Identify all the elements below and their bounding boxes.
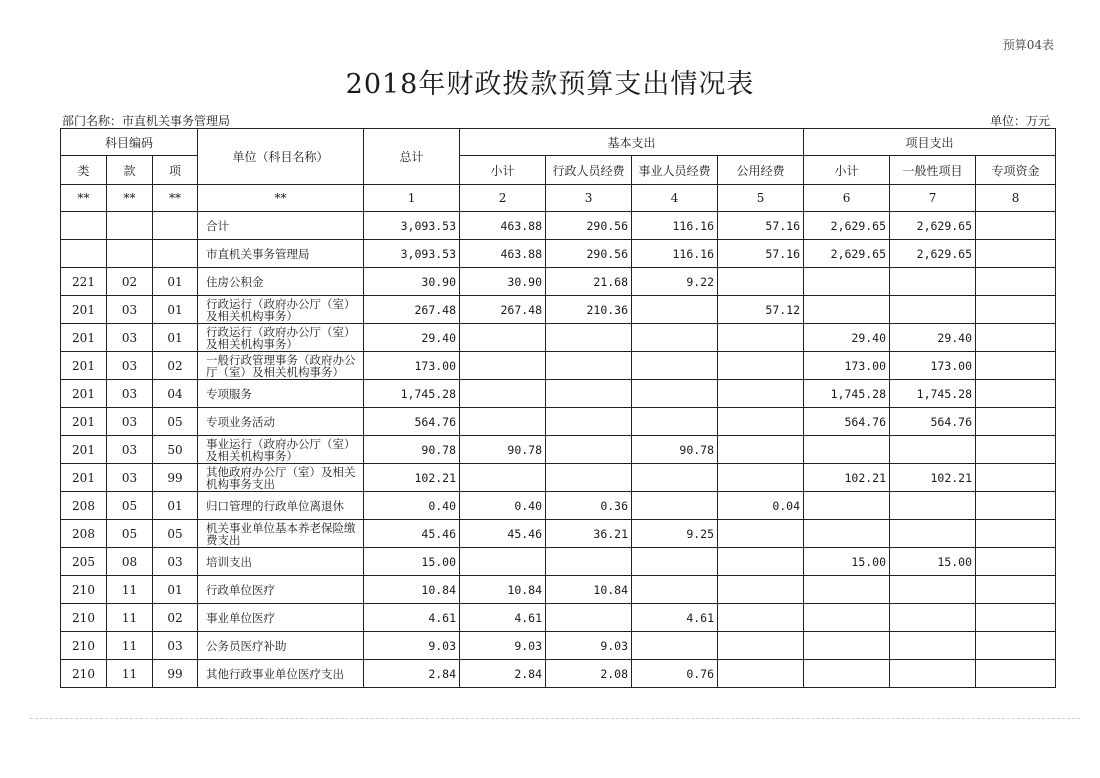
cell-kuan: 11 <box>107 660 153 688</box>
cell-general-project <box>890 492 976 520</box>
cell-kuan: 02 <box>107 268 153 296</box>
cell-kuan: 03 <box>107 436 153 464</box>
cell-admin-staff <box>546 436 632 464</box>
cell-public: 57.12 <box>718 296 804 324</box>
cell-general-project <box>890 520 976 548</box>
cell-kuan: 05 <box>107 492 153 520</box>
cell-public <box>718 324 804 352</box>
cell-admin-staff: 10.84 <box>546 576 632 604</box>
cell-project-subtotal: 2,629.65 <box>804 212 890 240</box>
cell-general-project: 1,745.28 <box>890 380 976 408</box>
header-basic-subtotal: 小计 <box>460 156 546 185</box>
cell-total: 10.84 <box>364 576 460 604</box>
cell-xiang: 01 <box>153 268 198 296</box>
index-xiang: ** <box>153 185 198 212</box>
cell-kuan: 11 <box>107 576 153 604</box>
cell-basic-subtotal: 463.88 <box>460 240 546 268</box>
cell-special-fund <box>976 268 1056 296</box>
cell-xiang: 05 <box>153 520 198 548</box>
cell-admin-staff <box>546 324 632 352</box>
cell-basic-subtotal: 4.61 <box>460 604 546 632</box>
cell-inst-staff <box>632 380 718 408</box>
cell-kuan: 03 <box>107 380 153 408</box>
cell-project-subtotal: 29.40 <box>804 324 890 352</box>
cell-lei: 201 <box>61 380 107 408</box>
cell-lei: 210 <box>61 604 107 632</box>
cell-inst-staff: 0.76 <box>632 660 718 688</box>
cell-xiang: 02 <box>153 604 198 632</box>
cell-inst-staff <box>632 632 718 660</box>
cell-xiang: 03 <box>153 548 198 576</box>
cell-basic-subtotal: 2.84 <box>460 660 546 688</box>
cell-inst-staff <box>632 464 718 492</box>
cell-public <box>718 268 804 296</box>
cell-general-project <box>890 660 976 688</box>
cell-lei: 208 <box>61 492 107 520</box>
cell-inst-staff <box>632 296 718 324</box>
header-project-expenditure: 项目支出 <box>804 129 1056 156</box>
cell-basic-subtotal <box>460 464 546 492</box>
cell-subject-name: 归口管理的行政单位离退休 <box>198 492 364 520</box>
cell-kuan <box>107 240 153 268</box>
cell-inst-staff: 116.16 <box>632 212 718 240</box>
cell-inst-staff <box>632 324 718 352</box>
cell-general-project <box>890 604 976 632</box>
cell-general-project: 564.76 <box>890 408 976 436</box>
cell-inst-staff <box>632 492 718 520</box>
cell-subject-name: 行政运行（政府办公厅（室）及相关机构事务） <box>198 324 364 352</box>
cell-kuan: 03 <box>107 464 153 492</box>
header-admin-staff: 行政人员经费 <box>546 156 632 185</box>
cell-admin-staff <box>546 352 632 380</box>
cell-total: 90.78 <box>364 436 460 464</box>
cell-project-subtotal <box>804 436 890 464</box>
cell-inst-staff: 9.22 <box>632 268 718 296</box>
cell-subject-name: 专项业务活动 <box>198 408 364 436</box>
cell-admin-staff: 290.56 <box>546 240 632 268</box>
cell-admin-staff: 2.08 <box>546 660 632 688</box>
cell-public <box>718 352 804 380</box>
header-xiang: 项 <box>153 156 198 185</box>
index-4: 4 <box>632 185 718 212</box>
header-lei: 类 <box>61 156 107 185</box>
unit-label: 单位：万元 <box>989 114 1050 128</box>
index-kuan: ** <box>107 185 153 212</box>
cell-xiang: 04 <box>153 380 198 408</box>
cell-total: 29.40 <box>364 324 460 352</box>
cell-general-project: 102.21 <box>890 464 976 492</box>
cell-public <box>718 380 804 408</box>
page-divider <box>30 718 1080 719</box>
index-8: 8 <box>976 185 1056 212</box>
cell-basic-subtotal <box>460 548 546 576</box>
header-project-subtotal: 小计 <box>804 156 890 185</box>
cell-lei: 201 <box>61 324 107 352</box>
cell-admin-staff: 21.68 <box>546 268 632 296</box>
cell-lei: 201 <box>61 436 107 464</box>
cell-subject-name: 培训支出 <box>198 548 364 576</box>
cell-public: 57.16 <box>718 240 804 268</box>
cell-subject-name: 行政单位医疗 <box>198 576 364 604</box>
cell-basic-subtotal: 90.78 <box>460 436 546 464</box>
cell-general-project <box>890 576 976 604</box>
cell-public <box>718 408 804 436</box>
header-public: 公用经费 <box>718 156 804 185</box>
cell-xiang: 02 <box>153 352 198 380</box>
cell-subject-name: 市直机关事务管理局 <box>198 240 364 268</box>
index-5: 5 <box>718 185 804 212</box>
cell-xiang: 05 <box>153 408 198 436</box>
cell-special-fund <box>976 240 1056 268</box>
cell-basic-subtotal: 267.48 <box>460 296 546 324</box>
cell-xiang: 03 <box>153 632 198 660</box>
cell-total: 267.48 <box>364 296 460 324</box>
cell-special-fund <box>976 408 1056 436</box>
cell-special-fund <box>976 576 1056 604</box>
header-general-project: 一般性项目 <box>890 156 976 185</box>
cell-lei: 201 <box>61 464 107 492</box>
table-row <box>61 408 1056 436</box>
cell-basic-subtotal <box>460 380 546 408</box>
index-3: 3 <box>546 185 632 212</box>
cell-project-subtotal: 1,745.28 <box>804 380 890 408</box>
table-row <box>61 268 1056 296</box>
cell-special-fund <box>976 352 1056 380</box>
index-7: 7 <box>890 185 976 212</box>
cell-inst-staff <box>632 352 718 380</box>
cell-subject-name: 住房公积金 <box>198 268 364 296</box>
cell-inst-staff <box>632 548 718 576</box>
cell-kuan: 11 <box>107 604 153 632</box>
cell-xiang: 99 <box>153 660 198 688</box>
cell-special-fund <box>976 632 1056 660</box>
cell-project-subtotal: 173.00 <box>804 352 890 380</box>
table-row <box>61 576 1056 604</box>
cell-subject-name: 其他行政事业单位医疗支出 <box>198 660 364 688</box>
cell-lei: 201 <box>61 352 107 380</box>
cell-subject-name: 专项服务 <box>198 380 364 408</box>
header-subject-code: 科目编码 <box>61 129 198 156</box>
cell-subject-name: 一般行政管理事务（政府办公厅（室）及相关机构事务） <box>198 352 364 380</box>
cell-admin-staff: 0.36 <box>546 492 632 520</box>
cell-admin-staff: 290.56 <box>546 212 632 240</box>
cell-admin-staff: 36.21 <box>546 520 632 548</box>
cell-project-subtotal: 102.21 <box>804 464 890 492</box>
cell-kuan: 11 <box>107 632 153 660</box>
cell-basic-subtotal <box>460 324 546 352</box>
cell-inst-staff: 4.61 <box>632 604 718 632</box>
cell-public <box>718 548 804 576</box>
cell-total: 3,093.53 <box>364 240 460 268</box>
page-title: 2018年财政拨款预算支出情况表 <box>345 69 755 100</box>
header-special-fund: 专项资金 <box>976 156 1056 185</box>
cell-project-subtotal <box>804 520 890 548</box>
cell-public <box>718 464 804 492</box>
table-row <box>61 436 1056 464</box>
cell-xiang: 01 <box>153 576 198 604</box>
index-lei: ** <box>61 185 107 212</box>
cell-lei: 208 <box>61 520 107 548</box>
cell-lei: 201 <box>61 296 107 324</box>
cell-special-fund <box>976 296 1056 324</box>
cell-admin-staff <box>546 464 632 492</box>
table-row <box>61 324 1056 352</box>
cell-admin-staff: 9.03 <box>546 632 632 660</box>
cell-total: 0.40 <box>364 492 460 520</box>
cell-total: 564.76 <box>364 408 460 436</box>
department-label: 部门名称：市直机关事务管理局 <box>62 114 231 128</box>
cell-basic-subtotal <box>460 352 546 380</box>
cell-general-project <box>890 296 976 324</box>
cell-project-subtotal: 15.00 <box>804 548 890 576</box>
cell-subject-name: 其他政府办公厅（室）及相关机构事务支出 <box>198 464 364 492</box>
cell-total: 45.46 <box>364 520 460 548</box>
cell-total: 1,745.28 <box>364 380 460 408</box>
cell-inst-staff: 116.16 <box>632 240 718 268</box>
table-row <box>61 352 1056 380</box>
cell-inst-staff: 9.25 <box>632 520 718 548</box>
cell-admin-staff <box>546 380 632 408</box>
cell-general-project <box>890 268 976 296</box>
cell-kuan: 03 <box>107 324 153 352</box>
cell-project-subtotal <box>804 576 890 604</box>
cell-admin-staff: 210.36 <box>546 296 632 324</box>
form-number: 预算04表 <box>1002 38 1054 52</box>
cell-general-project: 29.40 <box>890 324 976 352</box>
budget-rows <box>61 212 1056 688</box>
cell-special-fund <box>976 660 1056 688</box>
cell-total: 3,093.53 <box>364 212 460 240</box>
table-row <box>61 548 1056 576</box>
cell-inst-staff <box>632 576 718 604</box>
cell-basic-subtotal: 10.84 <box>460 576 546 604</box>
budget-table <box>60 128 1056 688</box>
cell-total: 102.21 <box>364 464 460 492</box>
header-inst-staff: 事业人员经费 <box>632 156 718 185</box>
cell-project-subtotal <box>804 296 890 324</box>
header-total: 总计 <box>364 129 460 185</box>
cell-special-fund <box>976 604 1056 632</box>
cell-lei: 210 <box>61 632 107 660</box>
cell-subject-name: 行政运行（政府办公厅（室）及相关机构事务） <box>198 296 364 324</box>
cell-basic-subtotal <box>460 408 546 436</box>
cell-public <box>718 660 804 688</box>
cell-admin-staff <box>546 408 632 436</box>
cell-lei: 210 <box>61 576 107 604</box>
cell-public <box>718 632 804 660</box>
index-2: 2 <box>460 185 546 212</box>
cell-total: 15.00 <box>364 548 460 576</box>
index-name: ** <box>198 185 364 212</box>
table-row <box>61 632 1056 660</box>
cell-kuan: 03 <box>107 296 153 324</box>
cell-xiang: 01 <box>153 492 198 520</box>
cell-project-subtotal <box>804 492 890 520</box>
cell-project-subtotal <box>804 660 890 688</box>
cell-xiang: 50 <box>153 436 198 464</box>
header-kuan: 款 <box>107 156 153 185</box>
cell-lei: 201 <box>61 408 107 436</box>
cell-public: 57.16 <box>718 212 804 240</box>
cell-lei: 221 <box>61 268 107 296</box>
cell-basic-subtotal: 30.90 <box>460 268 546 296</box>
cell-project-subtotal: 2,629.65 <box>804 240 890 268</box>
cell-special-fund <box>976 324 1056 352</box>
cell-special-fund <box>976 520 1056 548</box>
cell-special-fund <box>976 380 1056 408</box>
cell-kuan <box>107 212 153 240</box>
cell-kuan: 08 <box>107 548 153 576</box>
cell-special-fund <box>976 436 1056 464</box>
cell-general-project: 2,629.65 <box>890 212 976 240</box>
cell-xiang: 99 <box>153 464 198 492</box>
cell-lei: 205 <box>61 548 107 576</box>
index-1: 1 <box>364 185 460 212</box>
cell-project-subtotal <box>804 632 890 660</box>
cell-xiang <box>153 212 198 240</box>
cell-xiang: 01 <box>153 296 198 324</box>
header-basic-expenditure: 基本支出 <box>460 129 804 156</box>
cell-project-subtotal <box>804 268 890 296</box>
cell-total: 4.61 <box>364 604 460 632</box>
cell-admin-staff <box>546 604 632 632</box>
cell-public <box>718 436 804 464</box>
cell-xiang <box>153 240 198 268</box>
cell-subject-name: 事业运行（政府办公厅（室）及相关机构事务） <box>198 436 364 464</box>
table-row <box>61 520 1056 548</box>
table-row <box>61 380 1056 408</box>
cell-subject-name: 事业单位医疗 <box>198 604 364 632</box>
cell-total: 2.84 <box>364 660 460 688</box>
cell-subject-name: 机关事业单位基本养老保险缴费支出 <box>198 520 364 548</box>
cell-subject-name: 公务员医疗补助 <box>198 632 364 660</box>
table-row <box>61 212 1056 240</box>
cell-xiang: 01 <box>153 324 198 352</box>
cell-public <box>718 520 804 548</box>
cell-special-fund <box>976 492 1056 520</box>
cell-lei <box>61 240 107 268</box>
cell-lei <box>61 212 107 240</box>
cell-public <box>718 576 804 604</box>
cell-basic-subtotal: 463.88 <box>460 212 546 240</box>
cell-basic-subtotal: 45.46 <box>460 520 546 548</box>
cell-public <box>718 604 804 632</box>
cell-total: 30.90 <box>364 268 460 296</box>
cell-admin-staff <box>546 548 632 576</box>
cell-general-project: 2,629.65 <box>890 240 976 268</box>
cell-basic-subtotal: 9.03 <box>460 632 546 660</box>
cell-subject-name: 合计 <box>198 212 364 240</box>
index-6: 6 <box>804 185 890 212</box>
table-row <box>61 464 1056 492</box>
cell-special-fund <box>976 212 1056 240</box>
cell-project-subtotal <box>804 604 890 632</box>
cell-kuan: 03 <box>107 408 153 436</box>
cell-general-project: 173.00 <box>890 352 976 380</box>
cell-total: 9.03 <box>364 632 460 660</box>
cell-lei: 210 <box>61 660 107 688</box>
cell-special-fund <box>976 464 1056 492</box>
cell-inst-staff <box>632 408 718 436</box>
cell-general-project <box>890 632 976 660</box>
table-row <box>61 240 1056 268</box>
cell-inst-staff: 90.78 <box>632 436 718 464</box>
cell-special-fund <box>976 548 1056 576</box>
cell-basic-subtotal: 0.40 <box>460 492 546 520</box>
cell-general-project <box>890 436 976 464</box>
cell-public: 0.04 <box>718 492 804 520</box>
table-row <box>61 660 1056 688</box>
table-row <box>61 492 1056 520</box>
cell-general-project: 15.00 <box>890 548 976 576</box>
cell-kuan: 05 <box>107 520 153 548</box>
header-unit-name: 单位（科目名称） <box>198 129 364 185</box>
table-row <box>61 296 1056 324</box>
cell-total: 173.00 <box>364 352 460 380</box>
table-row <box>61 604 1056 632</box>
cell-project-subtotal: 564.76 <box>804 408 890 436</box>
cell-kuan: 03 <box>107 352 153 380</box>
